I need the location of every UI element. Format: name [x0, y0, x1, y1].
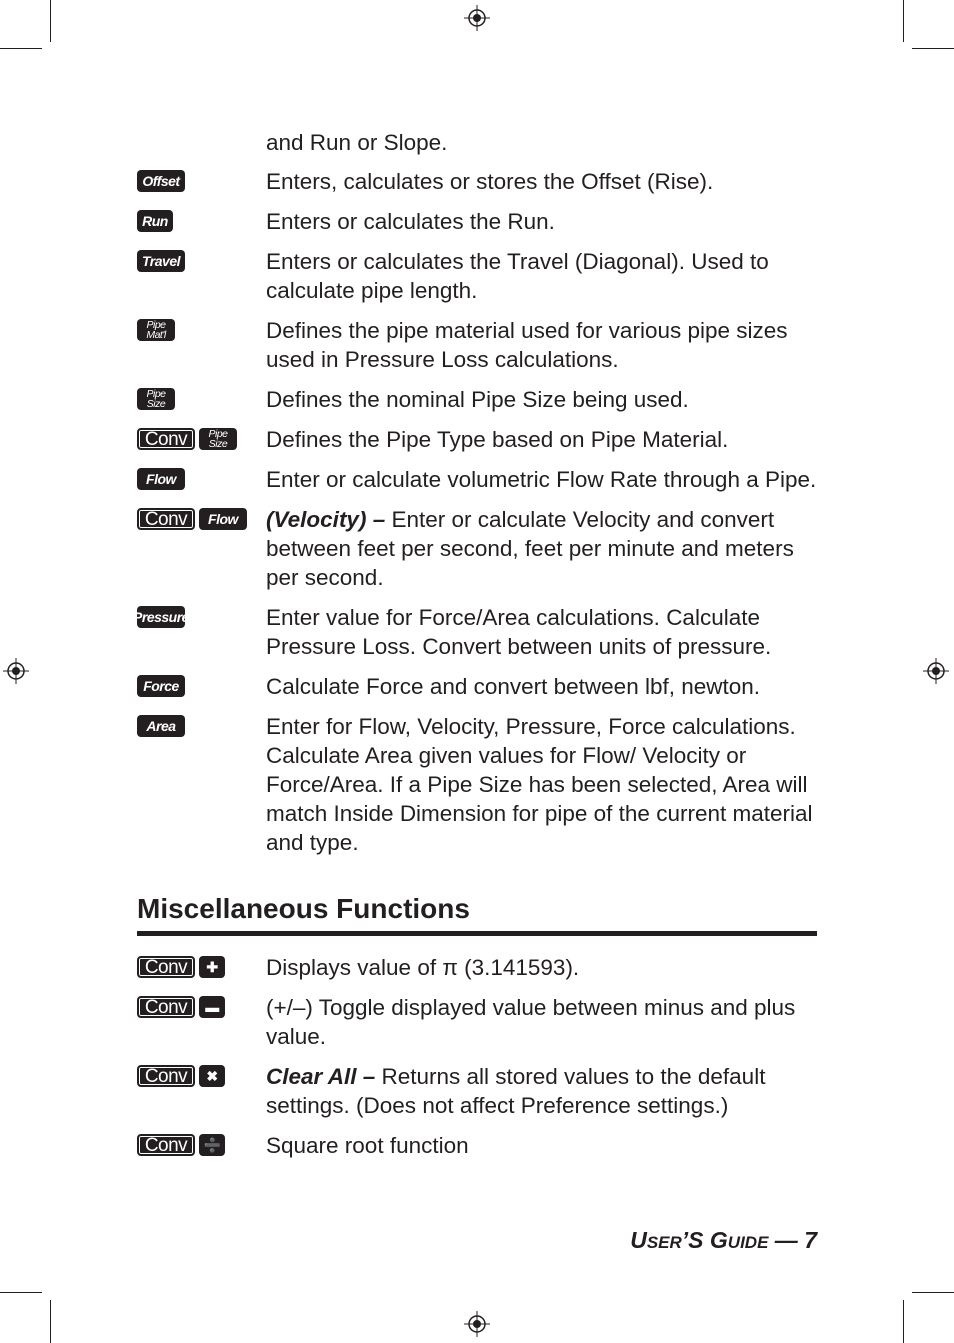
calculator-key-icon: [137, 210, 173, 232]
key-group: [137, 715, 185, 737]
misc-function-list: [137, 953, 817, 1160]
key-group: [137, 956, 225, 978]
key-group: [137, 210, 173, 232]
key-group: [137, 388, 175, 410]
key-description: [266, 247, 817, 305]
key-label: ✚: [206, 958, 218, 975]
key-label: Conv: [144, 508, 188, 530]
intro-line: [137, 128, 817, 157]
key-group: [137, 508, 247, 530]
key-label: ▬: [205, 998, 219, 1015]
misc-entry: [137, 1131, 817, 1160]
key-label: Conv: [144, 996, 188, 1018]
key-group: [137, 170, 185, 192]
description-text: Enter for Flow, Velocity, Pressure, Force calculations. Calculate Area given values for Flow/ Velocity or Force/Area. If a Pipe Size has been selected, Area will match Inside Dimension for pipe of the current material and type.: [266, 714, 813, 855]
key-label: Conv: [144, 956, 188, 978]
key-group: [137, 1065, 225, 1087]
key-entry: [137, 385, 817, 414]
key-description: [266, 672, 817, 701]
description-text: Defines the pipe material used for various pipe sizes used in Pressure Loss calculations.: [266, 318, 788, 372]
key-label: Pipe: [208, 428, 228, 440]
key-group: [137, 468, 185, 490]
calculator-key-icon: [137, 675, 185, 697]
key-entry: [137, 316, 817, 374]
description-text: Enters or calculates the Run.: [266, 209, 555, 234]
key-label: Area: [146, 717, 176, 734]
key-group: [137, 996, 225, 1018]
key-entry: [137, 167, 817, 196]
key-description: [266, 1062, 817, 1120]
calculator-key-icon: [137, 956, 195, 978]
key-entry: [137, 425, 817, 454]
key-label: Flow: [208, 510, 238, 527]
page-footer: USER’S GUIDE — 7: [630, 1227, 817, 1253]
calculator-key-icon: [133, 606, 189, 628]
key-description: [266, 993, 817, 1051]
description-text: Enter or calculate Velocity and convert between feet per second, feet per minute and meters per second.: [266, 507, 794, 590]
key-label: Pipe: [146, 319, 166, 331]
calculator-key-icon: [199, 956, 225, 978]
key-description: [266, 465, 817, 494]
misc-entry: [137, 953, 817, 982]
key-group: [133, 606, 189, 628]
description-text: Defines the nominal Pipe Size being used.: [266, 387, 689, 412]
description-text: Square root function: [266, 1133, 469, 1158]
calculator-key-icon: [137, 715, 185, 737]
registration-mark-icon: [464, 1311, 490, 1337]
description-text: Enters, calculates or stores the Offset (Rise).: [266, 169, 714, 194]
key-group: [137, 250, 185, 272]
misc-entry: [137, 1062, 817, 1120]
calculator-key-icon: [137, 996, 195, 1018]
key-group: [137, 428, 237, 450]
registration-mark-icon: [464, 5, 490, 31]
key-label: Conv: [144, 1134, 188, 1156]
calculator-key-icon: [137, 1065, 195, 1087]
registration-mark-icon: [3, 658, 29, 684]
description-text: Displays value of π (3.141593).: [266, 955, 580, 980]
key-label: Force: [143, 677, 179, 694]
key-label: Size: [208, 438, 228, 450]
key-label: Pipe: [146, 388, 166, 400]
calculator-key-icon: [137, 319, 175, 341]
key-description: [266, 1131, 817, 1160]
key-entry: [137, 712, 817, 857]
key-definition-list: [133, 167, 817, 857]
key-entry: [137, 672, 817, 701]
crop-mark: [912, 1292, 954, 1293]
description-lead: (Velocity) –: [266, 507, 386, 532]
crop-mark: [903, 1300, 904, 1343]
key-entry: [137, 247, 817, 305]
calculator-key-icon: [199, 996, 225, 1018]
crop-mark: [50, 1300, 51, 1343]
misc-entry: [137, 993, 817, 1051]
key-label: Size: [146, 398, 166, 410]
crop-mark: [0, 48, 42, 49]
key-label: Offset: [142, 172, 180, 189]
calculator-key-icon: [137, 388, 175, 410]
key-label: Flow: [146, 470, 176, 487]
key-label: Pressure: [133, 608, 189, 625]
calculator-key-icon: [199, 428, 237, 450]
calculator-key-icon: [137, 428, 195, 450]
key-description: [266, 316, 817, 374]
description-text: Enter value for Force/Area calculations. Calculate Pressure Loss. Convert between units of pressure.: [266, 605, 772, 659]
intro-text: and Run or Slope.: [266, 130, 448, 155]
crop-mark: [50, 0, 51, 42]
key-description: [266, 207, 817, 236]
crop-mark: [912, 48, 954, 49]
key-label: Conv: [144, 1065, 188, 1087]
key-entry: [137, 505, 817, 592]
calculator-key-icon: [137, 1134, 195, 1156]
calculator-key-icon: [137, 508, 195, 530]
description-text: Returns all stored values to the default settings. (Does not affect Preference settings.): [266, 1064, 766, 1118]
key-description: [266, 603, 817, 661]
key-entry: [133, 603, 817, 661]
description-text: Defines the Pipe Type based on Pipe Material.: [266, 427, 729, 452]
key-entry: [137, 207, 817, 236]
key-description: [266, 712, 817, 857]
key-group: [137, 675, 185, 697]
crop-mark: [0, 1292, 42, 1293]
description-text: (+/–) Toggle displayed value between minus and plus value.: [266, 995, 796, 1049]
calculator-key-icon: [199, 1065, 225, 1087]
calculator-key-icon: [137, 468, 185, 490]
section-title: Miscellaneous Functions: [137, 893, 817, 936]
calculator-key-icon: [199, 1134, 225, 1156]
key-description: [266, 505, 817, 592]
key-label: Run: [142, 212, 168, 229]
description-text: Enter or calculate volumetric Flow Rate through a Pipe.: [266, 467, 817, 492]
key-group: [137, 319, 175, 341]
key-group: [137, 1134, 225, 1156]
description-text: Enters or calculates the Travel (Diagonal). Used to calculate pipe length.: [266, 249, 769, 303]
key-label: Mat'l: [146, 329, 166, 341]
key-description: [266, 953, 817, 982]
description-text: Calculate Force and convert between lbf, newton.: [266, 674, 761, 699]
key-label: Conv: [144, 428, 188, 450]
calculator-key-icon: [137, 170, 185, 192]
key-description: [266, 425, 817, 454]
calculator-key-icon: [137, 250, 185, 272]
description-lead: Clear All –: [266, 1064, 376, 1089]
crop-mark: [903, 0, 904, 42]
registration-mark-icon: [923, 658, 949, 684]
key-description: [266, 167, 817, 196]
key-description: [266, 385, 817, 414]
key-label: ✖: [206, 1067, 218, 1084]
key-entry: [137, 465, 817, 494]
key-label: Travel: [142, 252, 180, 269]
key-label: ➗: [203, 1136, 221, 1153]
page-content: [133, 128, 817, 1171]
calculator-key-icon: [199, 508, 247, 530]
